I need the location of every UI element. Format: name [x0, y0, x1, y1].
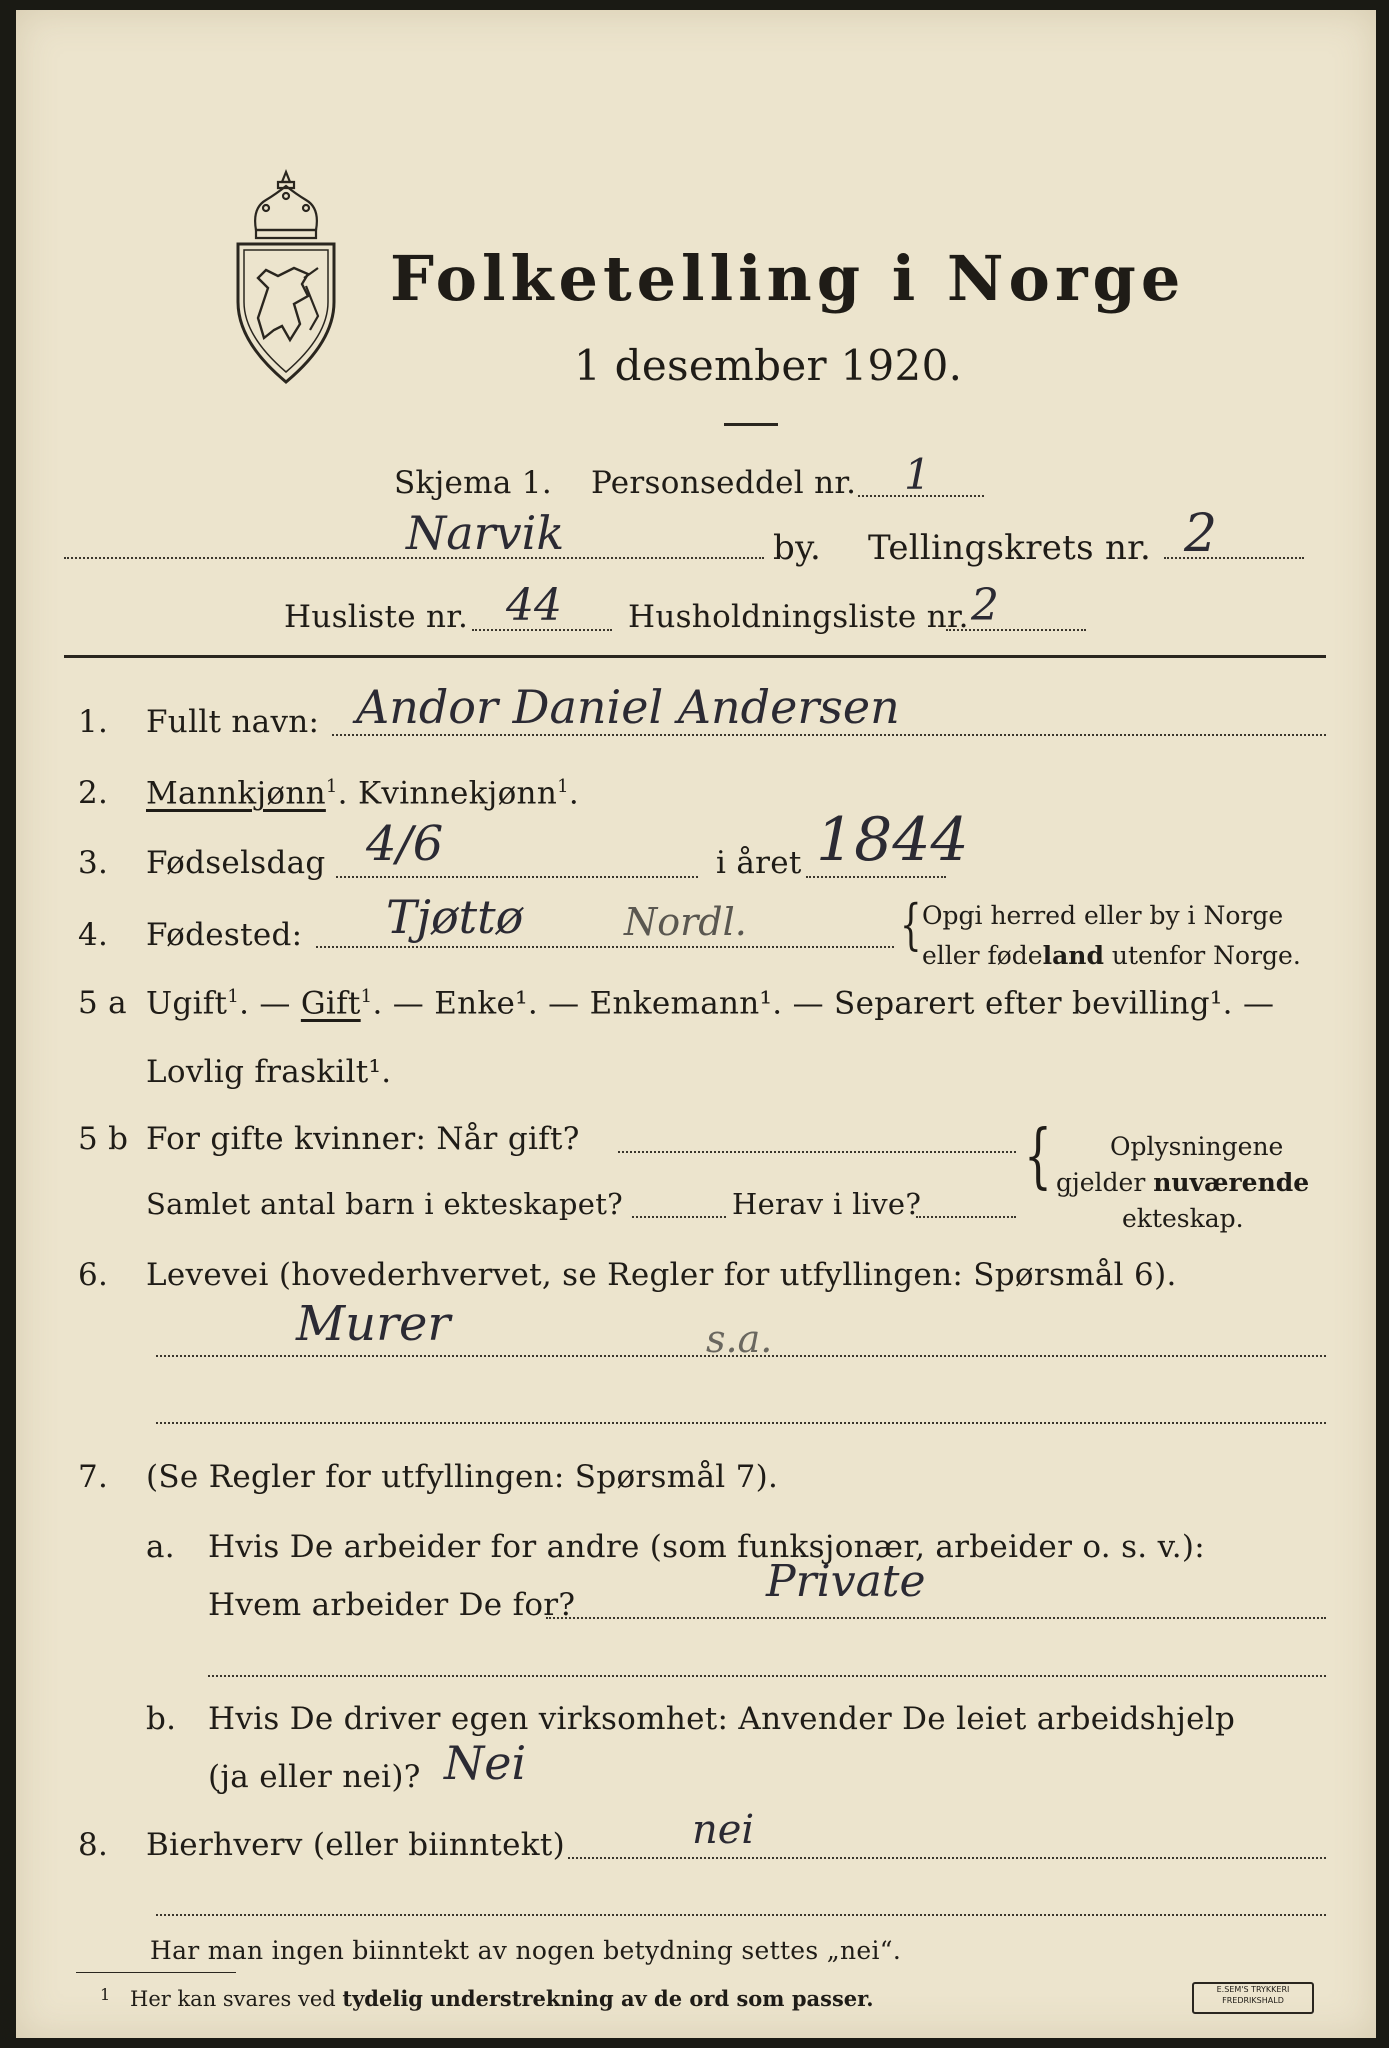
hired-help-value: Nei	[444, 1736, 527, 1790]
q1-line	[332, 734, 1326, 736]
q5b-children-label: Samlet antal barn i ekteskapet?	[146, 1187, 623, 1221]
printer-stamp-line1: E.SEM'S TRYKKERI	[1216, 1985, 1290, 1994]
male-option: Mannkjønn	[146, 775, 326, 812]
q5b-line1: For gifte kvinner: Når gift?	[146, 1121, 580, 1157]
husholdningsliste-value: 2	[971, 580, 999, 631]
female-option: Kvinnekjønn	[357, 775, 558, 812]
q1-label: Fullt navn:	[146, 704, 320, 740]
title-divider	[724, 423, 778, 426]
q6-label: Levevei (hovederhvervet, se Regler for utfyllingen: Spørsmål 6).	[146, 1257, 1177, 1293]
footnote-mark: 1	[100, 1985, 111, 2004]
year-label: i året	[716, 845, 802, 881]
alive-line	[916, 1216, 1016, 1218]
q5b-note-line2: gjelder nuværende	[1056, 1168, 1310, 1197]
q4-number: 4.	[78, 917, 109, 953]
q1-number: 1.	[78, 704, 109, 740]
personseddel-label: Personseddel nr.	[591, 465, 857, 501]
tellingskrets-label: Tellingskrets nr.	[868, 528, 1152, 568]
side-income-line	[568, 1857, 1326, 1859]
divorced-option: Lovlig fraskilt¹.	[146, 1054, 392, 1090]
skjema-label: Skjema 1.	[394, 465, 552, 501]
q2-sex-options	[146, 775, 580, 812]
q7a-line2: Hvem arbeider De for?	[208, 1587, 576, 1623]
female-footnote-mark: 1	[557, 776, 569, 797]
q5b-number: 5 b	[78, 1121, 129, 1157]
birth-year-value: 1844	[816, 805, 969, 875]
married-option: Gift	[300, 985, 361, 1022]
q5b-note-line3: ekteskap.	[1122, 1204, 1244, 1233]
q7b-line1: Hvis De driver egen virksomhet: Anvender De leiet arbeidshjelp	[208, 1701, 1236, 1737]
birthday-value: 4/6	[366, 816, 444, 872]
full-name-value: Andor Daniel Andersen	[356, 680, 900, 734]
side-income-line-2	[156, 1914, 1326, 1916]
husholdningsliste-label: Husholdningsliste nr.	[628, 599, 969, 635]
q6-number: 6.	[78, 1257, 109, 1293]
q4-note-line2: eller fødeland utenfor Norge.	[922, 941, 1301, 970]
q8-label: Bierhverv (eller biinntekt)	[146, 1827, 566, 1863]
q5b-alive-label: Herav i live?	[732, 1187, 922, 1221]
q7-number: 7.	[78, 1459, 109, 1495]
census-form-page	[16, 10, 1376, 2038]
unmarried-option: Ugift	[146, 985, 228, 1022]
birthplace-value: Tjøttø	[386, 890, 524, 944]
marriage-date-line	[618, 1151, 1016, 1153]
husliste-label: Husliste nr.	[284, 599, 469, 635]
male-footnote-mark: 1	[325, 776, 338, 797]
option-separator: .	[337, 775, 348, 812]
occupation-line-2	[156, 1422, 1326, 1424]
birthday-line	[336, 876, 698, 878]
q3-number: 3.	[78, 845, 109, 881]
occupation-value: Murer	[296, 1296, 451, 1352]
footnote-rule	[76, 1972, 236, 1973]
city-value: Narvik	[406, 506, 565, 560]
side-income-value: nei	[692, 1807, 755, 1853]
header-rule	[64, 655, 1326, 658]
children-line	[632, 1216, 726, 1218]
q4-brace: {	[900, 893, 922, 958]
husliste-value: 44	[506, 580, 562, 631]
census-date: 1 desember 1920.	[574, 341, 963, 390]
q5a-number: 5 a	[78, 985, 127, 1021]
year-line	[806, 876, 946, 878]
q7b-letter: b.	[146, 1701, 177, 1737]
option-end: .	[568, 775, 580, 812]
printer-stamp	[1192, 1982, 1314, 2014]
other-status-options: . — Enke¹. — Enkemann¹. — Separert efter bevilling¹. —	[372, 985, 1275, 1022]
q2-number: 2.	[78, 775, 109, 811]
q5b-note-line1: Oplysningene	[1110, 1132, 1284, 1161]
printer-stamp-line2: FREDRIKSHALD	[1222, 1996, 1284, 2005]
q3-label: Fødselsdag	[146, 845, 326, 881]
q5b-brace: {	[1024, 1115, 1052, 1198]
birthplace-county-value: Nordl.	[624, 900, 747, 944]
q7-label: (Se Regler for utfyllingen: Spørsmål 7).	[146, 1459, 779, 1495]
no-income-note: Har man ingen biinntekt av nogen betydning settes „nei“.	[150, 1936, 902, 1965]
q8-number: 8.	[78, 1827, 109, 1863]
occupation-code-value: s.a.	[706, 1317, 773, 1361]
husholdningsliste-line	[946, 629, 1086, 631]
marital-status-options: Ugift$^1$. — Gift$^1$. — Enke¹. — Enkemann¹. — Separert efter bevilling¹. —	[146, 985, 1275, 1022]
personseddel-value: 1	[904, 450, 931, 499]
q4-note-line1: Opgi herred eller by i Norge	[922, 901, 1284, 930]
form-title: Folketelling i Norge	[390, 242, 1186, 315]
q4-label: Fødested:	[146, 917, 303, 953]
occupation-line-1	[156, 1355, 1326, 1357]
q7b-line2: (ja eller nei)?	[208, 1759, 421, 1795]
q7a-line1: Hvis De arbeider for andre (som funksjonær, arbeider o. s. v.):	[208, 1529, 1206, 1565]
by-label: by.	[773, 528, 822, 568]
footnote-text: Her kan svares ved tydelig understrekning av de ord som passer.	[130, 1986, 874, 2011]
employer-line	[546, 1617, 1326, 1619]
norway-coat-of-arms-icon	[226, 168, 346, 386]
tellingskrets-value: 2	[1184, 504, 1218, 564]
q7a-letter: a.	[146, 1529, 175, 1565]
employer-value: Private	[766, 1556, 926, 1607]
employer-line-2	[208, 1675, 1326, 1677]
birthplace-line	[316, 946, 894, 948]
